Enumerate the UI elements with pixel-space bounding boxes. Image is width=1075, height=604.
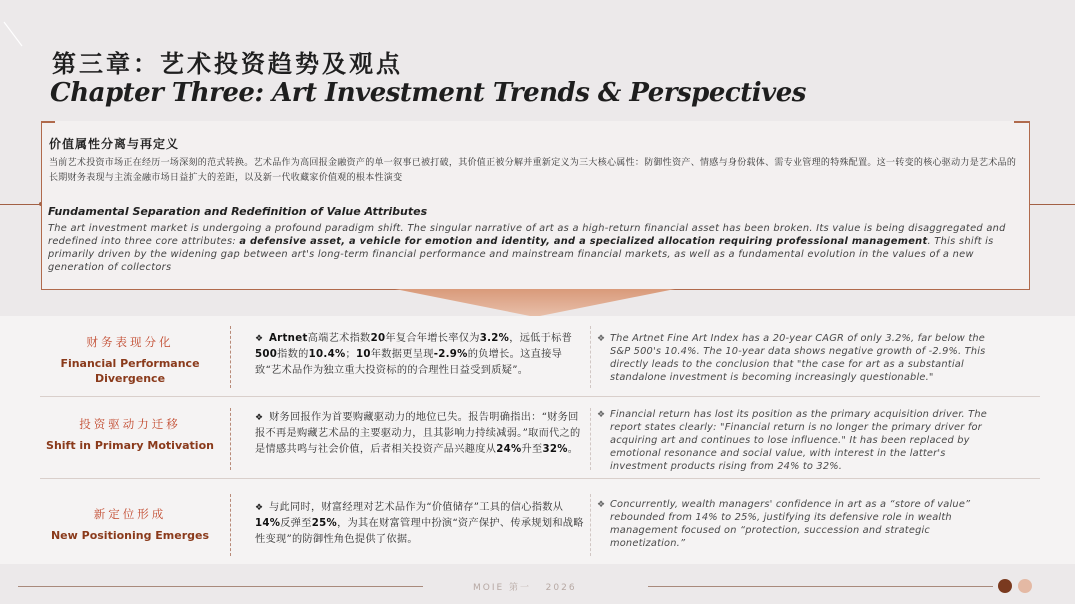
row-dashed-divider — [230, 408, 231, 470]
row-divider — [40, 396, 1040, 397]
diamond-bullet-icon: ❖ — [597, 410, 606, 420]
diamond-bullet-icon: ❖ — [597, 500, 606, 510]
down-arrow-shape — [395, 289, 675, 319]
diamond-bullet-icon: ❖ — [597, 334, 606, 344]
row-label-zh: 投资驱动力迁移 — [79, 417, 181, 431]
row-dashed-divider — [230, 326, 231, 388]
intro-body-en: The art investment market is undergoing a profound paradigm shift. The singular narrative of art as a high-return financial asset has been broken. Its value is being disaggregated and redefined into three core attributes: a defensive asset, a vehicle for emotion and identity, and a specialized allocation requiring professional management. This shift is primarily driven by the widening gap between art's long-term financial performance and mainstream financial markets, as well as a fundamental evolution in the values of a new generation of collectors — [48, 223, 1006, 273]
intro-box — [41, 121, 1030, 290]
row-text-en: Financial return has lost its position as the primary acquisition driver. The report states clearly: "Financial return is no longer the primary driver for acquiring art and continues to lose influence." It has been replaced by emotional resonance and social value, with interest in the latter's investment products rising from 24% to 32%. — [610, 409, 987, 472]
row-text-zh: 与此同时，财富经理对艺术品作为“价值储存”工具的信心指数从14%反弹至25%，为其在财富管理中扮演“资产保护、传承规划和战略性变现”的防御性角色提供了依据。 — [255, 502, 584, 545]
row-dashed-divider — [590, 326, 591, 388]
row-text-zh: Artnet高端艺术指数20年复合年增长率仅为3.2%，远低于标普500指数的10.4%；10年数据更呈现-2.9%的负增长。这直接导致“艺术品作为独立重大投资标的的合理性日益受到质疑”。 — [255, 333, 573, 376]
comparison-table — [0, 316, 1075, 564]
page-indicator-dot — [1018, 579, 1032, 593]
page-title-en: Chapter Three: Art Investment Trends & Perspectives — [50, 78, 806, 108]
diamond-bullet-icon: ❖ — [255, 503, 264, 513]
corner-slash-decoration — [0, 0, 30, 50]
row-text-en: Concurrently, wealth managers' confidence in art as a “store of value” rebounded from 14% to 25%, justifying its defensive role in wealth management focused on “protection, succession and strategic monetization.” — [610, 499, 971, 549]
row-text-en: The Artnet Fine Art Index has a 20-year CAGR of only 3.2%, far below the S&P 500's 10.4%. The 10-year data shows negative growth of -2.9%. This directly leads to the conclusion that "the case for art as a substantial standalone investment is becoming increasingly questionable." — [610, 333, 986, 383]
row-dashed-divider — [230, 494, 231, 556]
intro-heading-en: Fundamental Separation and Redefinition of Value Attributes — [48, 205, 428, 218]
row-label-en: Shift in Primary Motivation — [46, 439, 214, 452]
page-indicator-dot-active — [998, 579, 1012, 593]
left-connector-line — [0, 204, 41, 205]
footer-rule-left — [18, 586, 423, 587]
row-label-zh: 财务表现分化 — [86, 335, 174, 349]
row-label-en: New Positioning Emerges — [50, 529, 210, 542]
box-corner-left — [41, 121, 55, 123]
right-connector-line — [1028, 204, 1075, 205]
row-text-zh: 财务回报作为首要购藏驱动力的地位已失。报告明确指出：“财务回报不再是购藏艺术品的主要驱动力，且其影响力持续减弱。”取而代之的是情感共鸣与社会价值，后者相关投资产品兴趣度从24%升至32%。 — [255, 412, 581, 455]
page-title-zh: 第三章：艺术投资趋势及观点 — [52, 49, 403, 78]
intro-body-zh: 当前艺术投资市场正在经历一场深刻的范式转换。艺术品作为高回报金融资产的单一叙事已被打破，其价值正被分解并重新定义为三大核心属性：防御性资产、情感与身份载体、需专业管理的特殊配置。这一转变的核心驱动力是艺术品的长期财务表现与主流金融市场日益扩大的差距，以及新一代收藏家价值观的根本性演变 — [49, 158, 1017, 183]
row-label-en: Financial Performance Divergence — [60, 357, 200, 385]
row-divider — [40, 478, 1040, 479]
diamond-bullet-icon: ❖ — [255, 413, 264, 423]
intro-heading-zh: 价值属性分离与再定义 — [49, 137, 180, 151]
row-dashed-divider — [590, 408, 591, 470]
footer-brand: MOIE 第一 2026 — [473, 583, 577, 593]
row-label-zh: 新定位形成 — [93, 507, 167, 521]
box-corner-right — [1014, 121, 1030, 123]
footer-rule-right — [648, 586, 993, 587]
diamond-bullet-icon: ❖ — [255, 334, 264, 344]
row-dashed-divider — [590, 494, 591, 556]
